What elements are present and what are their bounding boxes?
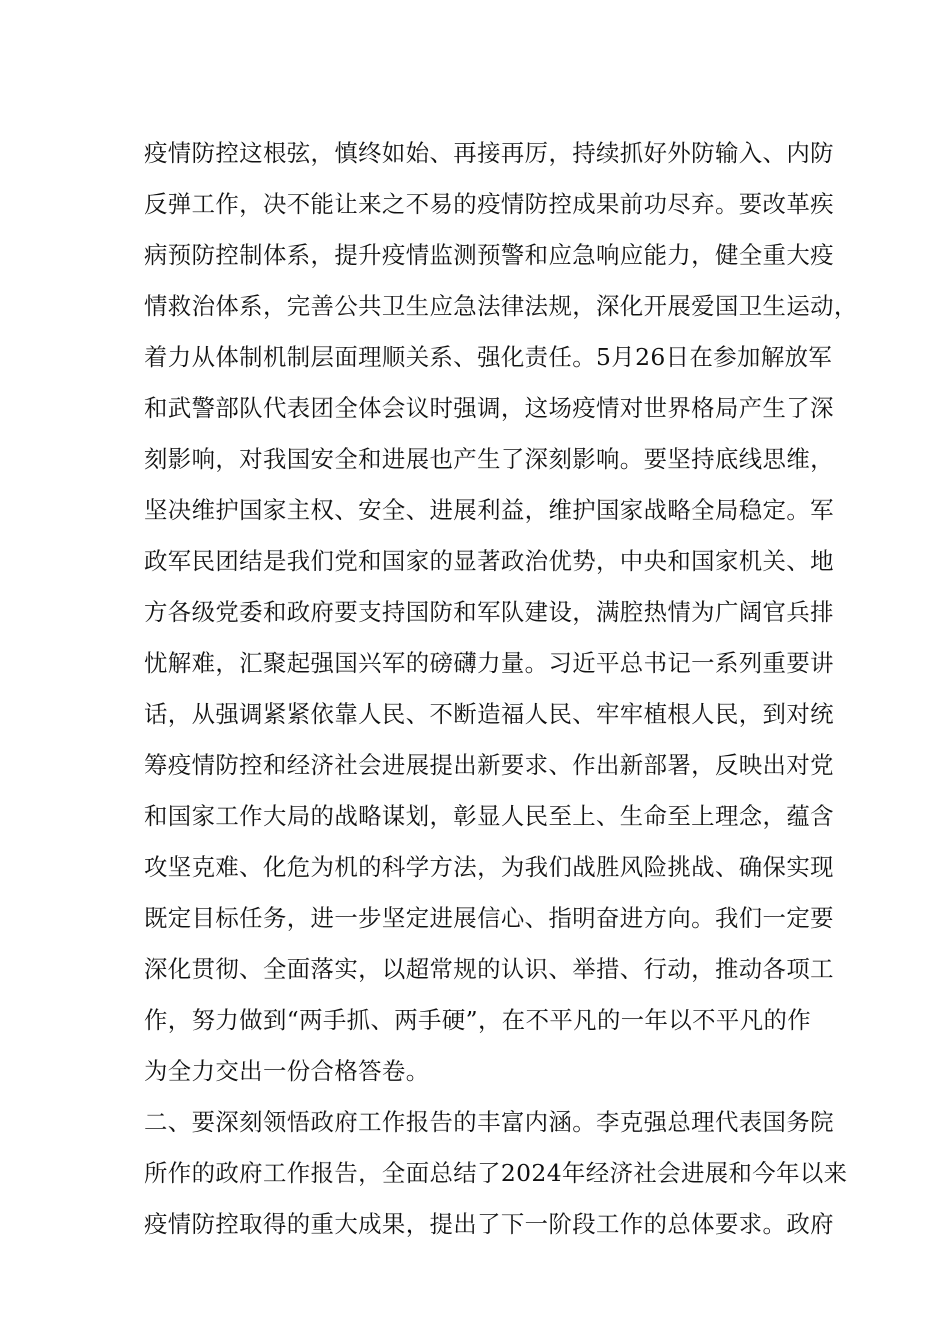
text-line: 深化贯彻、全面落实，以超常规的认识、举措、行动，推动各项工 [144,955,834,983]
text-line: 反弹工作，决不能让来之不易的疫情防控成果前功尽弃。要改革疾 [144,190,834,218]
text-line: 情救治体系，完善公共卫生应急法律法规，深化开展爱国卫生运动， [144,292,858,320]
text-line: 和武警部队代表团全体会议时强调，这场疫情对世界格局产生了深 [144,394,834,422]
text-line: 和国家工作大局的战略谋划，彰显人民至上、生命至上理念，蕴含 [144,802,834,830]
text-line: 刻影响，对我国安全和进展也产生了深刻影响。要坚持底线思维， [144,445,834,473]
text-line: 方各级党委和政府要支持国防和军队建设，满腔热情为广阔官兵排 [144,598,834,626]
text-line: 既定目标任务，进一步坚定进展信心、指明奋进方向。我们一定要 [144,904,834,932]
text-line: 筹疫情防控和经济社会进展提出新要求、作出新部署，反映出对党 [144,751,834,779]
text-line: 着力从体制机制层面理顺关系、强化责任。5月26日在参加解放军 [144,343,833,371]
section-heading-line: 二、要深刻领悟政府工作报告的丰富内涵。李克强总理代表国务院 [144,1108,834,1136]
text-line: 所作的政府工作报告，全面总结了2024年经济社会进展和今年以来 [144,1159,848,1187]
text-line: 病预防控制体系，提升疫情监测预警和应急响应能力，健全重大疫 [144,241,834,269]
text-line: 为全力交出一份合格答卷。 [144,1057,430,1085]
text-line: 政军民团结是我们党和国家的显著政治优势，中央和国家机关、地 [144,547,834,575]
text-line: 疫情防控这根弦，慎终如始、再接再厉，持续抓好外防输入、内防 [144,139,834,167]
body-text [144,128,858,1250]
text-line: 攻坚克难、化危为机的科学方法，为我们战胜风险挑战、确保实现 [144,853,834,881]
text-line: 作，努力做到“两手抓、两手硬”，在不平凡的一年以不平凡的作 [144,1006,812,1034]
text-line: 话，从强调紧紧依靠人民、不断造福人民、牢牢植根人民，到对统 [144,700,834,728]
text-line: 坚决维护国家主权、安全、进展利益，维护国家战略全局稳定。军 [144,496,834,524]
text-line: 忧解难，汇聚起强国兴军的磅礴力量。习近平总书记一系列重要讲 [144,649,834,677]
text-line: 疫情防控取得的重大成果，提出了下一阶段工作的总体要求。政府 [144,1210,834,1238]
